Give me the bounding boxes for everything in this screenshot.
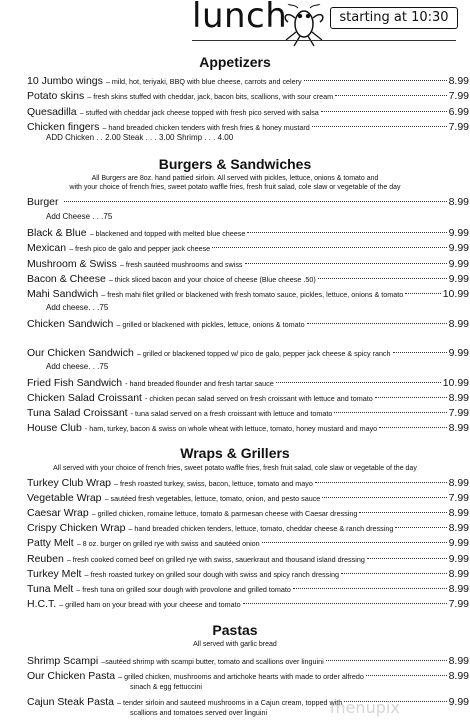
item-description: – grilled chicken, mushrooms and artichoke hearts with made to order alfredo: [118, 672, 364, 681]
dot-leader: [312, 126, 447, 127]
item-description: – fresh roasted turkey on grilled sour dough with swiss and spicy ranch dressing: [84, 570, 339, 579]
item-name: Chicken Sandwich: [27, 318, 114, 330]
item-name: House Club: [27, 422, 82, 434]
dot-leader: [393, 352, 447, 353]
item-price: 8.99: [448, 583, 469, 595]
item-description: – sautéed fresh vegetables, lettuce, tomato, onion, and pesto sauce: [104, 494, 321, 503]
item-description: – fresh pico de galo and pepper jack cheese: [69, 244, 211, 253]
item-price: 9.99: [448, 696, 469, 708]
pasta-item: [27, 670, 469, 684]
appetizer-item: [27, 75, 469, 89]
item-name: 10 Jumbo wings: [27, 75, 103, 87]
dot-leader: [379, 427, 446, 428]
item-price: 9.99: [448, 553, 469, 565]
item-name: Burger: [27, 196, 59, 208]
item-price: 7.99: [448, 121, 469, 133]
dot-leader: [243, 603, 447, 604]
item-price: 8.99: [448, 655, 469, 667]
dot-leader: [262, 542, 447, 543]
item-description: - ham, turkey, bacon & swiss on whole wheat with lettuce, tomato, honey mustard and mayo: [84, 424, 378, 433]
item-price: 8.99: [448, 477, 469, 489]
appetizer-item: [27, 106, 469, 120]
item-name: Potato skins: [27, 90, 85, 102]
dot-leader: [245, 263, 447, 264]
item-price: 10.99: [442, 377, 469, 389]
item-name: Patty Melt: [27, 537, 74, 549]
item-name: Tuna Melt: [27, 583, 74, 595]
item-description: – stuffed with cheddar jack cheese topped with fresh pico served with salsa: [79, 108, 319, 117]
sandwich-item: [27, 227, 469, 241]
item-price: 8.99: [448, 75, 469, 87]
wraps-note: All served with your choice of french fries, sweet potato waffle fries, fresh fruit salad, cole slaw or vegetable of the day: [53, 465, 417, 472]
appetizer-item: [27, 90, 469, 104]
dot-leader: [304, 80, 447, 81]
wrap-item: [27, 522, 469, 536]
dot-leader: [359, 512, 446, 513]
item-description: –sautéed shrimp with scampi butter, tomato and scallions over linguini: [101, 657, 324, 666]
chicken-cheese-addon: Add cheese. . .75: [46, 362, 109, 371]
dot-leader: [341, 573, 447, 574]
dot-leader: [322, 497, 446, 498]
dot-leader: [64, 201, 447, 202]
wrap-item: [27, 568, 469, 582]
item-price: 8.99: [448, 392, 469, 404]
item-name: Mahi Sandwich: [27, 288, 99, 300]
dot-leader: [212, 247, 446, 248]
dot-leader: [335, 95, 446, 96]
item-description: – blackened and topped with melted blue cheese: [89, 229, 246, 238]
item-description: – fresh roasted turkey, swiss, bacon, lettuce, tomato and mayo: [114, 479, 313, 488]
item-price: 9.99: [448, 258, 469, 270]
sandwich-item: [27, 196, 469, 210]
dot-leader: [334, 412, 446, 413]
burgers-note-2: with your choice of french fries, sweet potato waffle fries, fresh fruit salad, cole slaw or vegetable of the day: [69, 184, 401, 191]
item-description: - tuna salad served on a fresh croissant with lettuce and tomato: [130, 409, 333, 418]
item-price: 10.99: [442, 288, 469, 300]
item-name: Tuna Salad Croissant: [27, 407, 128, 419]
burger-cheese-addon: Add Cheese . . .75: [46, 212, 113, 221]
item-price: 8.99: [448, 196, 469, 208]
wrap-item: [27, 583, 469, 597]
item-name: Mexican: [27, 242, 67, 254]
dot-leader: [395, 527, 446, 528]
item-name: Reuben: [27, 553, 64, 565]
item-description: – grilled or blackened topped w/ pico de galo, pepper jack cheese & spicy ranch: [136, 349, 391, 358]
sandwich-item: [27, 422, 469, 436]
item-price: 9.99: [448, 242, 469, 254]
sandwich-item: [27, 288, 469, 302]
wrap-item: [27, 492, 469, 506]
item-price: 7.99: [448, 598, 469, 610]
item-name: Chicken fingers: [27, 121, 100, 133]
item-name: Cajun Steak Pasta: [27, 696, 114, 708]
item-name: Turkey Club Wrap: [27, 477, 112, 489]
header-rule: [192, 40, 456, 41]
item-description: – tender sirloin and sauteed mushrooms in a Cajun cream, topped with: [116, 698, 343, 707]
item-price: 8.99: [448, 568, 469, 580]
item-description: – fresh mahi filet grilled or blackened with fresh tomato sauce, pickles, lettuce, onions & tomato: [101, 290, 404, 299]
item-price: 8.99: [448, 670, 469, 682]
burgers-note-1: All Burgers are 8oz. hand pattied sirloin. All served with pickles, lettuce, onions & tomato and: [91, 175, 379, 182]
item-price: 7.99: [448, 407, 469, 419]
dot-leader: [247, 232, 446, 233]
item-name: Black & Blue: [27, 227, 87, 239]
item-description: – mild, hot, teriyaki, BBQ with blue cheese, carrots and celery: [105, 77, 302, 86]
dot-leader: [318, 278, 447, 279]
item-name: Mushroom & Swiss: [27, 258, 117, 270]
item-price: 9.99: [448, 227, 469, 239]
pastas-title: Pastas: [212, 622, 258, 638]
pastas-note: All served with garlic bread: [193, 641, 277, 648]
sandwich-item: [27, 407, 469, 421]
item-description: – grilled chicken, romaine lettuce, tomato & parmesan cheese with Caesar dressing: [91, 509, 358, 518]
item-name: Bacon & Cheese: [27, 273, 106, 285]
dot-leader: [367, 558, 447, 559]
dot-leader: [315, 482, 447, 483]
pasta-item: [27, 655, 469, 669]
item-description: – fresh cooked corned beef on grilled rye with swiss, sauerkraut and thousand island dressing: [66, 555, 365, 564]
item-price: 9.99: [448, 273, 469, 285]
item-description: – grilled ham on your bread with your cheese and tomato: [59, 600, 241, 609]
item-price: 8.99: [448, 507, 469, 519]
item-name: Vegetable Wrap: [27, 492, 102, 504]
item-name: Shrimp Scampi: [27, 655, 99, 667]
item-price: 8.99: [448, 318, 469, 330]
item-description: – grilled or blackened with pickles, lettuce, onions & tomato: [116, 320, 305, 329]
sandwich-item: [27, 273, 469, 287]
cajun-pasta-desc-cont: scallions and tomatoes served over linguini: [130, 708, 268, 717]
dot-leader: [366, 675, 447, 676]
lobster-icon: [278, 4, 328, 48]
wrap-item: [27, 507, 469, 521]
item-price: 9.99: [448, 347, 469, 359]
appetizer-addons: ADD Chicken . . 2.00 Steak . . . 3.00 Shrimp . . . 4.00: [46, 133, 234, 142]
item-name: Turkey Melt: [27, 568, 82, 580]
sandwich-item: [27, 377, 469, 391]
wrap-item: [27, 477, 469, 491]
dot-leader: [307, 323, 447, 324]
dot-leader: [276, 382, 441, 383]
wrap-item: [27, 598, 469, 612]
item-name: Chicken Salad Croissant: [27, 392, 142, 404]
sandwich-item: [27, 242, 469, 256]
appetizers-title: Appetizers: [199, 54, 271, 70]
item-name: Our Chicken Pasta: [27, 670, 116, 682]
item-description: – fresh sautéed mushrooms and swiss: [119, 260, 243, 269]
item-name: Fried Fish Sandwich: [27, 377, 123, 389]
item-price: 9.99: [448, 537, 469, 549]
item-price: 8.99: [448, 522, 469, 534]
dot-leader: [375, 397, 447, 398]
burgers-title: Burgers & Sandwiches: [158, 156, 312, 172]
dot-leader: [321, 111, 447, 112]
watermark: menupix: [330, 698, 400, 717]
sandwich-item: [27, 318, 469, 332]
dot-leader: [293, 588, 447, 589]
menu-title: lunch: [192, 0, 288, 36]
item-price: 7.99: [448, 492, 469, 504]
item-price: 7.99: [448, 90, 469, 102]
wrap-item: [27, 553, 469, 567]
item-description: – 8 oz. burger on grilled rye with swiss and sautéed onion: [76, 539, 260, 548]
item-name: H.C.T.: [27, 598, 57, 610]
item-description: – hand breaded chicken tenders with fresh fries & honey mustard: [102, 123, 310, 132]
item-description: – thick sliced bacon and your choice of cheese (Blue cheese .50): [108, 275, 316, 284]
item-description: - hand breaded flounder and fresh tartar sauce: [125, 379, 274, 388]
sandwich-item: [27, 258, 469, 272]
chicken-pasta-desc-cont: sinach & egg fettuccini: [130, 682, 202, 691]
item-name: Our Chicken Sandwich: [27, 347, 134, 359]
start-time-badge: starting at 10:30: [330, 7, 458, 29]
item-description: - chicken pecan salad served on fresh croissant with lettuce and tomato: [144, 394, 373, 403]
item-name: Caesar Wrap: [27, 507, 89, 519]
item-description: – fresh tuna on grilled sour dough with provolone and grilled tomato: [76, 585, 291, 594]
mahi-cheese-addon: Add cheese. . .75: [46, 303, 109, 312]
item-price: 6.99: [448, 106, 469, 118]
item-name: Quesadilla: [27, 106, 77, 118]
item-name: Crispy Chicken Wrap: [27, 522, 126, 534]
sandwich-item: [27, 392, 469, 406]
item-description: – fresh skins stuffed with cheddar, jack, bacon bits, scallions, with sour cream: [87, 92, 334, 101]
sandwich-item: [27, 347, 469, 361]
item-description: – hand breaded chicken tenders, lettuce, tomato, cheddar cheese & ranch dressing: [128, 524, 394, 533]
wrap-item: [27, 537, 469, 551]
dot-leader: [326, 660, 447, 661]
dot-leader: [405, 293, 440, 294]
wraps-title: Wraps & Grillers: [180, 445, 290, 461]
item-price: 8.99: [448, 422, 469, 434]
